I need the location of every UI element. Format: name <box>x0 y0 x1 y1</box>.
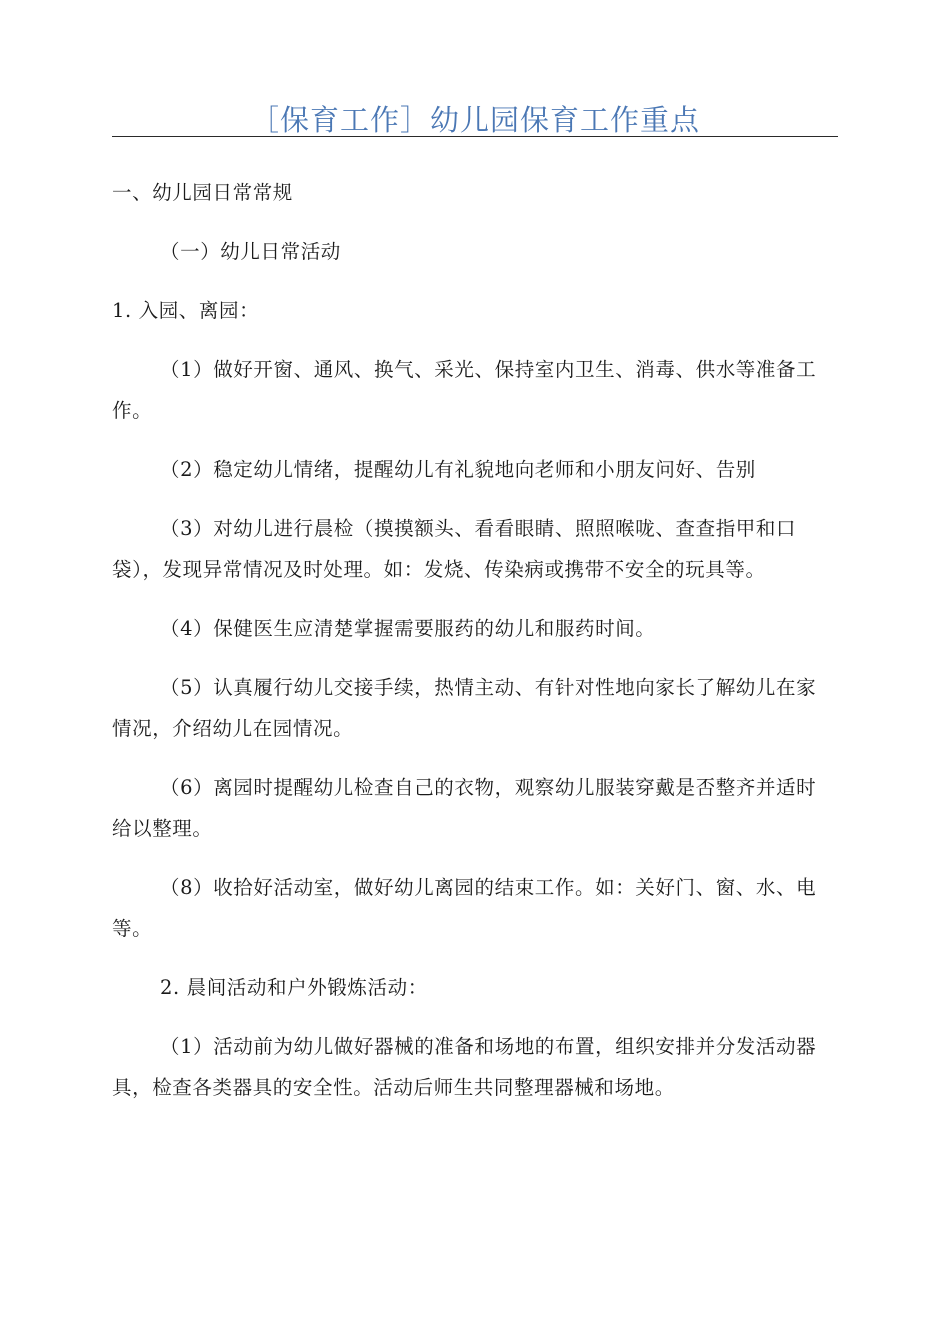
title-underline <box>112 136 838 137</box>
paragraph: （3）对幼儿进行晨检（摸摸额头、看看眼睛、照照喉咙、查查指甲和口袋），发现异常情况及时处理。如：发烧、传染病或携带不安全的玩具等。 <box>112 517 797 581</box>
paragraph: （5）认真履行幼儿交接手续，热情主动、有针对性地向家长了解幼儿在家情况，介绍幼儿在园情况。 <box>112 676 817 740</box>
document-body <box>112 172 824 1108</box>
section-heading: 一、幼儿园日常常规 <box>112 181 293 204</box>
paragraph: （8）收拾好活动室，做好幼儿离园的结束工作。如：关好门、窗、水、电等。 <box>112 876 817 940</box>
paragraph: （1）做好开窗、通风、换气、采光、保持室内卫生、消毒、供水等准备工作。 <box>112 358 817 422</box>
subsection-heading: （一）幼儿日常活动 <box>160 240 341 263</box>
item-heading: 1. 入园、离园： <box>112 299 260 322</box>
paragraph: （4）保健医生应清楚掌握需要服药的幼儿和服药时间。 <box>160 617 656 640</box>
paragraph: （6）离园时提醒幼儿检查自己的衣物，观察幼儿服装穿戴是否整齐并适时给以整理。 <box>112 776 817 840</box>
paragraph: （2）稳定幼儿情绪，提醒幼儿有礼貌地向老师和小朋友问好、告别 <box>160 458 756 481</box>
document-title: ［保育工作］幼儿园保育工作重点 <box>249 103 700 137</box>
paragraph: （1）活动前为幼儿做好器械的准备和场地的布置，组织安排并分发活动器具，检查各类器具的安全性。活动后师生共同整理器械和场地。 <box>112 1035 817 1099</box>
item-heading: 2. 晨间活动和户外锻炼活动： <box>160 976 428 999</box>
